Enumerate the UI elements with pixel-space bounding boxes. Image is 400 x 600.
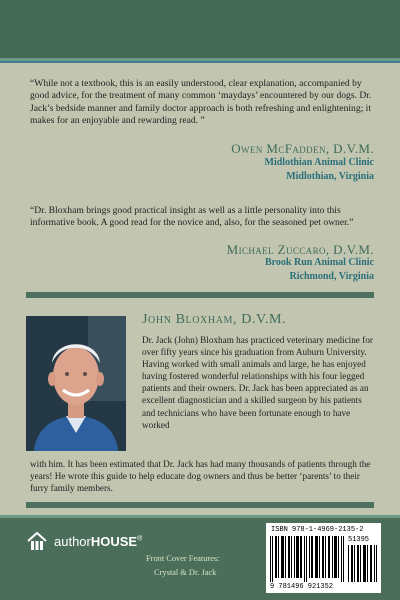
section-divider — [26, 292, 374, 298]
barcode-box — [266, 523, 381, 593]
reviewer-clinic-2: Brook Run Animal Clinic — [264, 257, 374, 268]
top-stripe-accent — [0, 61, 400, 63]
reviewer-name-1: Owen McFadden, D.V.M. — [231, 141, 374, 156]
ean-digits: 9 781496 921352 — [270, 583, 334, 591]
bottom-divider — [26, 502, 374, 508]
price-code: 51395 — [348, 536, 370, 544]
reviewer-location-1: Midlothian, Virginia — [286, 171, 374, 182]
publisher-name-prefix: author — [54, 533, 91, 549]
author-bio-continued: with him. It has been estimated that Dr. Jack has had many thousands of patients through the years! He wrote this guide to help educate dog owners and thus be better ‘parents’ to their furry family members. — [30, 459, 371, 494]
review-quote-1: “While not a textbook, this is an easily understood, clear explanation, accompanied by good advice, for the treatment of many common ‘maydays’ encountered by our dogs. Dr. Jack’s bedside manner and family doctor approach is both refreshing and enlightening; it makes for an enjoyable and rewarding read. ” — [30, 78, 372, 127]
author-name-heading: John Bloxham, D.V.M. — [142, 312, 287, 327]
reviewer-location-2: Richmond, Virginia — [289, 271, 374, 282]
publisher-registered-mark: ® — [137, 535, 143, 543]
ean-barcode — [270, 536, 344, 582]
front-cover-label: Front Cover Features: — [146, 554, 220, 563]
reviewer-name-2: Michael Zuccaro, D.V.M. — [226, 242, 374, 257]
publisher-logo — [26, 530, 142, 552]
review-quote-2: “Dr. Bloxham brings good practical insight as well as a little personality into this informative book. A good read for the novice and, also, for the seasoned pet owner.” — [30, 205, 354, 229]
author-photo — [26, 316, 126, 451]
publisher-name — [54, 534, 142, 549]
isbn-text: ISBN 978-1-4969-2135-2 — [271, 526, 364, 534]
publisher-name-suffix: HOUSE — [90, 533, 138, 549]
top-color-band — [0, 0, 400, 60]
bottom-stripe — [0, 515, 400, 518]
front-cover-value: Crystal & Dr. Jack — [154, 568, 217, 577]
publisher-house-logo-icon — [26, 530, 48, 552]
author-bio: Dr. Jack (John) Bloxham has practiced veterinary medicine for over fifty years since his graduation from Auburn University. Having worked with small animals and large, he has enjoyed having fostered wonderful relationships with his four legged patients and their owners. Dr. Jack has been appreciated as an excellent diagnostician and a skilled surgeon by his patients and technicians who have been fortunate enough to have worked — [142, 335, 373, 430]
reviewer-clinic-1: Midlothian Animal Clinic — [264, 157, 374, 168]
price-barcode — [348, 545, 377, 582]
